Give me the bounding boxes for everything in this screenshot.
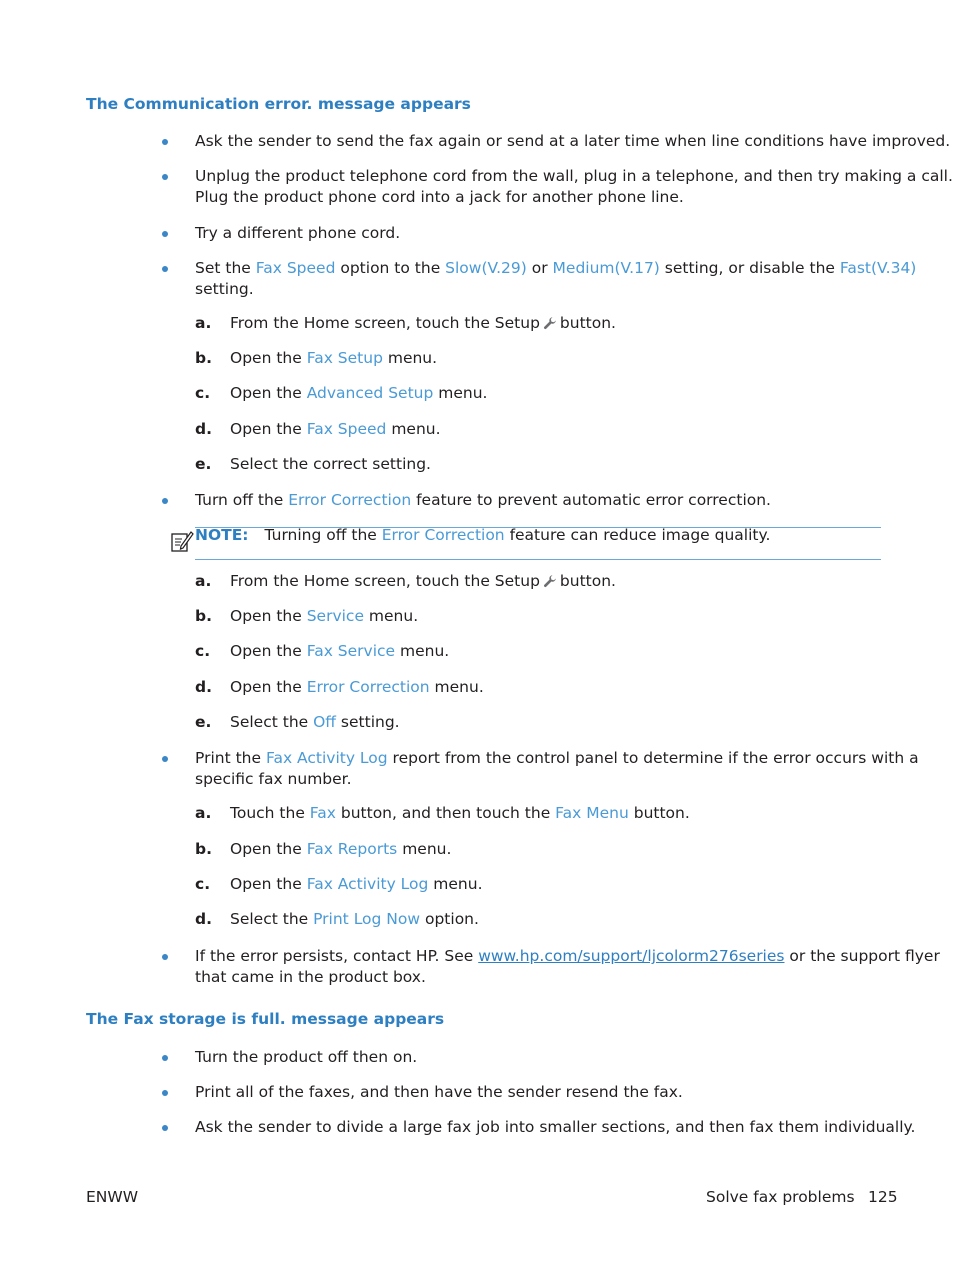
step-text: Select the Print Log Now option. xyxy=(230,910,479,928)
step-letter: a. xyxy=(195,314,212,332)
bullet xyxy=(162,1055,168,1061)
footer-section-title: Solve fax problems xyxy=(706,1188,855,1206)
list-item: Try a different phone cord. xyxy=(195,224,401,242)
step-text: Open the Advanced Setup menu. xyxy=(230,384,488,402)
ui-term: Error Correction xyxy=(381,526,505,544)
step-letter: b. xyxy=(195,840,212,858)
bullet xyxy=(162,1090,168,1096)
list-item-continuation: specific fax number. xyxy=(195,770,352,788)
step-text: Open the Fax Reports menu. xyxy=(230,840,452,858)
step-letter: e. xyxy=(195,713,212,731)
ui-term: Service xyxy=(306,607,364,625)
step-letter: e. xyxy=(195,455,212,473)
footer-left: ENWW xyxy=(86,1188,139,1206)
step-text: Open the Fax Speed menu. xyxy=(230,420,441,438)
note-pencil-icon xyxy=(170,529,194,557)
step-text: Open the Fax Setup menu. xyxy=(230,349,438,367)
step-letter: a. xyxy=(195,572,212,590)
ui-term: Fax Speed xyxy=(306,420,387,438)
bullet xyxy=(162,266,168,272)
page-number: 125 xyxy=(868,1188,898,1206)
bullet xyxy=(162,174,168,180)
bullet xyxy=(162,954,168,960)
step-text: Open the Fax Activity Log menu. xyxy=(230,875,483,893)
ui-term: Medium(V.17) xyxy=(552,259,660,277)
step-text: Open the Fax Service menu. xyxy=(230,642,450,660)
list-item: Print the Fax Activity Log report from the control panel to determine if the error occurs with a xyxy=(195,749,919,767)
note-label: NOTE: xyxy=(195,526,249,544)
step-letter: c. xyxy=(195,384,211,402)
step-text: Open the Error Correction menu. xyxy=(230,678,484,696)
step-text: Select the correct setting. xyxy=(230,455,431,473)
section-heading-communication-error: The Communication error. message appears xyxy=(86,95,471,113)
list-item: Unplug the product telephone cord from the wall, plug in a telephone, and then try making a call. xyxy=(195,167,953,185)
step-letter: b. xyxy=(195,607,212,625)
note-rule-bottom xyxy=(195,559,881,560)
ui-term: Fax Speed xyxy=(255,259,336,277)
note-text: NOTE: Turning off the Error Correction feature can reduce image quality. xyxy=(195,526,771,544)
ui-term: Advanced Setup xyxy=(306,384,434,402)
bullet xyxy=(162,498,168,504)
list-item: Ask the sender to divide a large fax job into smaller sections, and then fax them individually. xyxy=(195,1118,916,1136)
list-item: Set the Fax Speed option to the Slow(V.29) or Medium(V.17) setting, or disable the Fast(V.34) xyxy=(195,259,917,277)
list-item-continuation: setting. xyxy=(195,280,254,298)
wrench-icon xyxy=(543,574,557,592)
step-letter: c. xyxy=(195,875,211,893)
section-heading-fax-storage-full: The Fax storage is full. message appears xyxy=(86,1010,445,1028)
ui-term: Fax Menu xyxy=(555,804,629,822)
bullet xyxy=(162,756,168,762)
bullet xyxy=(162,231,168,237)
bullet xyxy=(162,1125,168,1131)
step-letter: d. xyxy=(195,910,212,928)
step-text: From the Home screen, touch the Setup button. xyxy=(230,314,616,332)
step-letter: a. xyxy=(195,804,212,822)
list-item: Print all of the faxes, and then have the sender resend the fax. xyxy=(195,1083,683,1101)
list-item: Turn the product off then on. xyxy=(195,1048,418,1066)
ui-term: Slow(V.29) xyxy=(445,259,527,277)
list-item-continuation: that came in the product box. xyxy=(195,968,426,986)
step-text: Select the Off setting. xyxy=(230,713,400,731)
step-text: From the Home screen, touch the Setup button. xyxy=(230,572,616,590)
ui-term: Fax xyxy=(309,804,336,822)
list-item: If the error persists, contact HP. See www.hp.com/support/ljcolorm276series or the support flyer xyxy=(195,947,940,965)
support-link[interactable]: www.hp.com/support/ljcolorm276series xyxy=(478,947,785,965)
ui-term: Fax Service xyxy=(306,642,396,660)
ui-term: Error Correction xyxy=(306,678,430,696)
step-letter: b. xyxy=(195,349,212,367)
wrench-icon xyxy=(543,316,557,334)
step-letter: d. xyxy=(195,678,212,696)
ui-term: Fax Activity Log xyxy=(306,875,429,893)
step-text: Touch the Fax button, and then touch the Fax Menu button. xyxy=(230,804,690,822)
bullet xyxy=(162,139,168,145)
list-item-continuation: Plug the product phone cord into a jack for another phone line. xyxy=(195,188,684,206)
ui-term: Fax Reports xyxy=(306,840,398,858)
ui-term: Fax Setup xyxy=(306,349,383,367)
ui-term: Fax Activity Log xyxy=(265,749,388,767)
ui-term: Print Log Now xyxy=(313,910,421,928)
ui-term: Fast(V.34) xyxy=(839,259,917,277)
step-letter: d. xyxy=(195,420,212,438)
ui-term: Error Correction xyxy=(288,491,412,509)
step-text: Open the Service menu. xyxy=(230,607,419,625)
ui-term: Off xyxy=(313,713,336,731)
list-item: Ask the sender to send the fax again or send at a later time when line conditions have improved. xyxy=(195,132,951,150)
step-letter: c. xyxy=(195,642,211,660)
list-item: Turn off the Error Correction feature to prevent automatic error correction. xyxy=(195,491,771,509)
